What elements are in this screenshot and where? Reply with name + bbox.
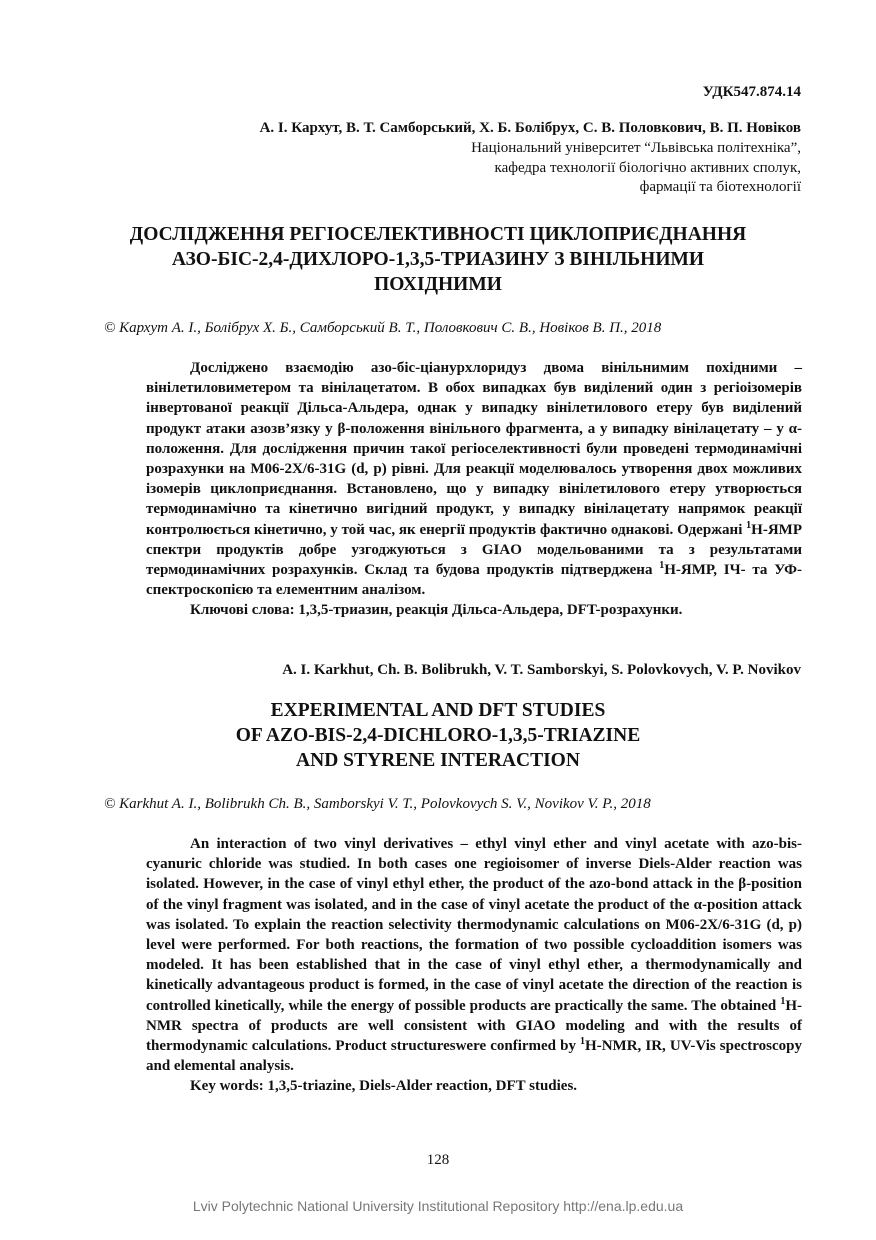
affiliation-line: кафедра технології біологічно активних сполук,: [494, 159, 801, 176]
title-english: [100, 698, 776, 773]
page-number: 128: [426, 1152, 450, 1168]
copyright-ukrainian: © Кархут А. І., Болібрух Х. Б., Самборський В. Т., Половкович С. В., Новіков В. П., 2018: [104, 320, 662, 336]
keywords-english: Key words: 1,3,5-triazine, Diels-Alder reaction, DFT studies.: [190, 1078, 578, 1095]
affiliation-line: фармації та біотехнології: [639, 179, 801, 195]
abstract-text: Н-ЯМР спектри продуктів добре узгоджуються з GIAO модельованими та з результатами термодинамічних розрахунків. Склад та будова продуктів підтверджена: [146, 521, 802, 579]
title-line: АЗО-БІС-2,4-ДИХЛОРО-1,3,5-ТРИАЗИНУ З ВІНІЛЬНИМИ: [171, 249, 705, 270]
title-line: OF AZO-BIS-2,4-DICHLORO-1,3,5-TRIAZINE: [235, 725, 641, 746]
abstract-text: Н-ЯМР, ІЧ- та УФ-спектроскопією та елементним аналізом.: [146, 562, 802, 599]
abstract-text: H-NMR spectra of products are well consistent with GIAO modeling and with the results of thermodynamic calculations. Product structureswere confirmed by: [146, 997, 803, 1055]
title-line: AND STYRENE INTERACTION: [296, 750, 580, 771]
repository-footer: Lviv Polytechnic National University Institutional Repository http://ena.lp.edu.ua: [192, 1198, 684, 1214]
copyright-english: © Karkhut A. I., Bolibrukh Ch. B., Samborskyi V. T., Polovkovych S. V., Novikov V. P., 2018: [104, 796, 651, 812]
abstract-paragraph: [146, 358, 802, 600]
superscript: 1: [580, 1036, 586, 1048]
affiliation: [471, 139, 801, 198]
abstract-english: [146, 834, 802, 1097]
abstract-text: H-NMR, IR, UV-Vis spectroscopy and elemental analysis.: [146, 1038, 802, 1075]
superscript: 1: [780, 995, 786, 1007]
authors-ukrainian: А. І. Кархут, В. Т. Самборський, Х. Б. Болібрух, С. В. Половкович, В. П. Новіков: [259, 120, 801, 136]
title-line: ПОХІДНИМИ: [374, 274, 502, 295]
affiliation-line: Національний університет “Львівська політехніка”,: [471, 140, 801, 156]
abstract-text: Досліджено взаємодію азо-біс-ціанурхлоридуз двома вінільнимим похідними – вінілетиловиметером та вінілацетатом. В обох випадках був виділений один з регіоізомерів інвертованої реакції Дільса-Альдера, однак у випадку вінілетилового етеру був виділений продукт атаки азозв’язку у β-положення вінільного фрагмента, а у випадку вінілацетату – у α-положення. Для дослідження причин такої регіоселективності були проведені термодинамічні розрахунки на М06-2X/6-31G (d, p) рівні. Для реакції моделювалось утворення двох можливих ізомерів циклоприєднання. Встановлено, що у випадку вінілетилового етеру утворюється термодинамічно та кінетично вигідний продукт, у випадку вінілацетату напрямок реакції контролюється кінетично, у той час, як енергії продуктів фактично однакові. Одержані: [146, 360, 802, 538]
abstract-paragraph: [146, 834, 802, 1076]
keywords-ukrainian: Ключові слова: 1,3,5-триазин, реакція Дільса-Альдера, DFT-розрахунки.: [190, 602, 683, 619]
abstract-ukrainian: [146, 358, 802, 621]
title-line: ДОСЛІДЖЕННЯ РЕГІОСЕЛЕКТИВНОСТІ ЦИКЛОПРИЄДНАННЯ: [129, 224, 747, 245]
udc-code: УДК547.874.14: [702, 84, 801, 100]
abstract-text: An interaction of two vinyl derivatives – ethyl vinyl ether and vinyl acetate with azo-bis-cyanuric chloride was studied. In both cases one regioisomer of inverse Diels-Alder reaction was isolated. However, in the case of vinyl ethyl ether, the product of the azo-bond attack in the β-position of the vinyl fragment was isolated, and in the case of vinyl acetate the product of the α-position attack was isolated. To explain the reaction selectivity thermodynamic calculations on M06-2X/6-31G (d, p) level were performed. For both reactions, the formation of two possible cycloaddition isomers was modeled. It has been established that in the case of vinyl ethyl ether, a thermodynamically and kinetically advantageous product is formed, in the case of vinyl acetate the direction of the reaction is controlled kinetically, while the energy of possible products are practically the same. The obtained: [146, 836, 802, 1014]
superscript: 1: [746, 519, 752, 531]
superscript: 1: [659, 560, 665, 572]
title-line: EXPERIMENTAL AND DFT STUDIES: [270, 700, 606, 721]
authors-english: A. I. Karkhut, Ch. B. Bolibrukh, V. T. Samborskyi, S. Polovkovych, V. P. Novikov: [282, 662, 801, 678]
title-ukrainian: [100, 222, 776, 297]
